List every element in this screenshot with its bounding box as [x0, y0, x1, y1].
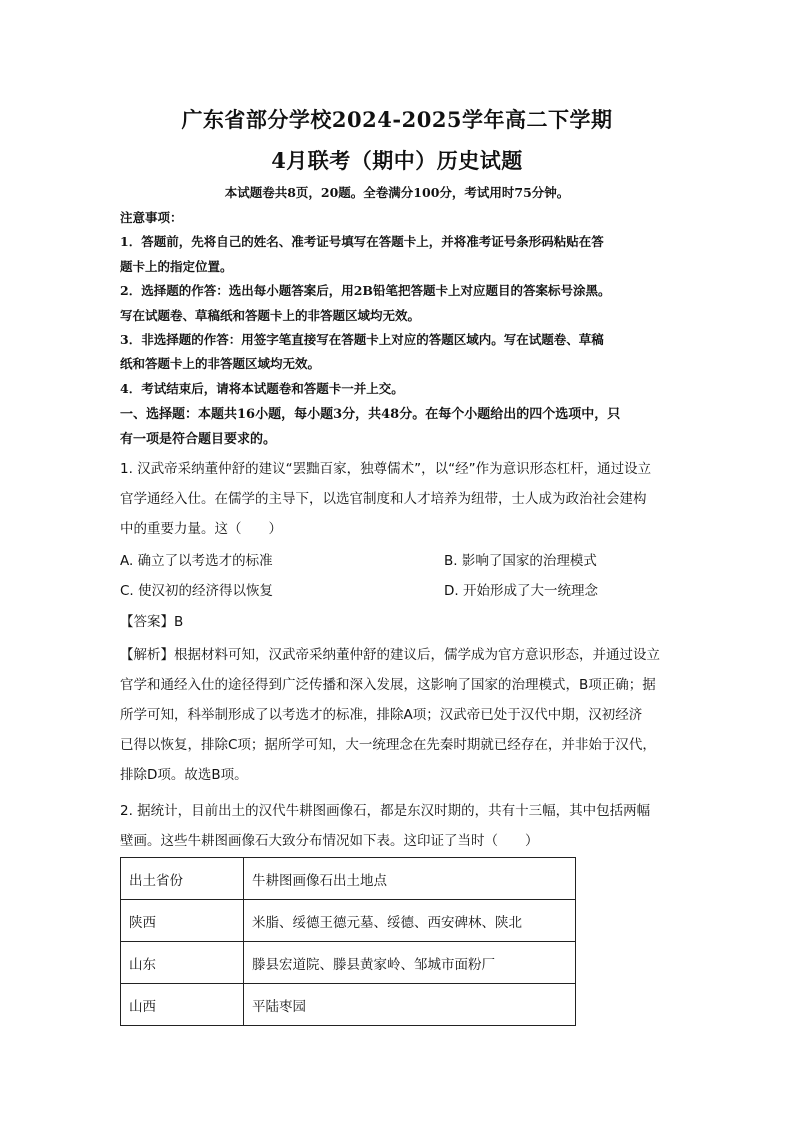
table-cell: 陕西 [121, 900, 244, 942]
question-2-stem [120, 796, 680, 856]
exam-title-line2: 4月联考（期中）历史试题 [271, 148, 523, 173]
table-row [121, 984, 576, 1026]
table-cell: 平陆枣园 [244, 984, 576, 1026]
notes-line: 题卡上的指定位置。 [120, 258, 233, 274]
question-line: 1. 汉武帝采纳董仲舒的建议“罢黜百家，独尊儒术”，以“经”作为意识形态杠杆，通过设立 [120, 461, 652, 477]
option-b: B. 影响了国家的治理模式 [444, 553, 597, 569]
analysis-line: 官学和通经入仕的途径得到广泛传播和深入发展，这影响了国家的治理模式，B项正确；据 [120, 677, 656, 693]
notes-block [120, 206, 680, 401]
notes-heading: 注意事项： [120, 210, 183, 225]
question-line: 壁画。这些牛耕图画像石大致分布情况如下表。这印证了当时（ ） [120, 833, 539, 849]
notes-line: 3．非选择题的作答：用签字笔直接写在答题卡上对应的答题区域内。写在试题卷、草稿 [120, 332, 604, 348]
table-row [121, 942, 576, 984]
table-cell: 山西 [121, 984, 244, 1026]
option-a: A. 确立了以考选才的标准 [120, 553, 273, 569]
question-1-answer: 【答案】B [120, 614, 184, 630]
notes-line: 1．答题前，先将自己的姓名、准考证号填写在答题卡上，并将准考证号条形码粘贴在答 [120, 234, 604, 250]
table-row [121, 900, 576, 942]
table-cell: 米脂、绥德王德元墓、绥德、西安碑林、陕北 [244, 900, 576, 942]
section-line: 有一项是符合题目要求的。 [120, 432, 277, 447]
analysis-line: 已得以恢复，排除C项；据所学可知，大一统理念在先秦时期就已经存在，并非始于汉代， [120, 737, 656, 753]
table-cell: 滕县宏道院、滕县黄家岭、邹城市面粉厂 [244, 942, 576, 984]
question-1-options [120, 546, 680, 606]
notes-line: 写在试题卷、草稿纸和答题卡上的非答题区域均无效。 [120, 307, 421, 323]
question-line: 中的重要力量。这（ ） [120, 521, 282, 537]
notes-line: 4．考试结束后，请将本试题卷和答题卡一并上交。 [120, 380, 404, 396]
table-header-cell: 牛耕图画像石出土地点 [244, 858, 576, 900]
question-line: 官学通经入仕。在儒学的主导下，以选官制度和人才培养为纽带，士人成为政治社会建构 [120, 491, 647, 507]
question-line: 2. 据统计，目前出土的汉代牛耕图画像石，都是东汉时期的，共有十三幅，其中包括两幅 [120, 803, 651, 819]
table-header-row [121, 858, 576, 900]
exam-subtitle: 本试题卷共8页，20题。全卷满分100分，考试用时75分钟。 [224, 185, 570, 200]
ox-plough-table [120, 857, 576, 1026]
section-line: 一、选择题：本题共16小题，每小题3分，共48分。在每个小题给出的四个选项中，只 [120, 407, 621, 422]
section-heading [120, 402, 680, 452]
question-1-stem [120, 454, 680, 544]
analysis-line: 【解析】根据材料可知，汉武帝采纳董仲舒的建议后，儒学成为官方意识形态，并通过设立 [120, 647, 660, 663]
notes-line: 2．选择题的作答：选出每小题答案后，用2B铅笔把答题卡上对应题目的答案标号涂黑。 [120, 283, 611, 299]
analysis-line: 排除D项。故选B项。 [120, 767, 248, 783]
option-d: D. 开始形成了大一统理念 [444, 583, 598, 599]
analysis-line: 所学可知，科举制形成了以考选才的标准，排除A项；汉武帝已处于汉代中期，汉初经济 [120, 707, 643, 723]
option-c: C. 使汉初的经济得以恢复 [120, 583, 274, 599]
table-header-cell: 出土省份 [121, 858, 244, 900]
question-1-analysis [120, 640, 680, 790]
table-cell: 山东 [121, 942, 244, 984]
notes-line: 纸和答题卡上的非答题区域均无效。 [120, 356, 321, 372]
exam-title-line1: 广东省部分学校2024-2025学年高二下学期 [181, 107, 613, 132]
